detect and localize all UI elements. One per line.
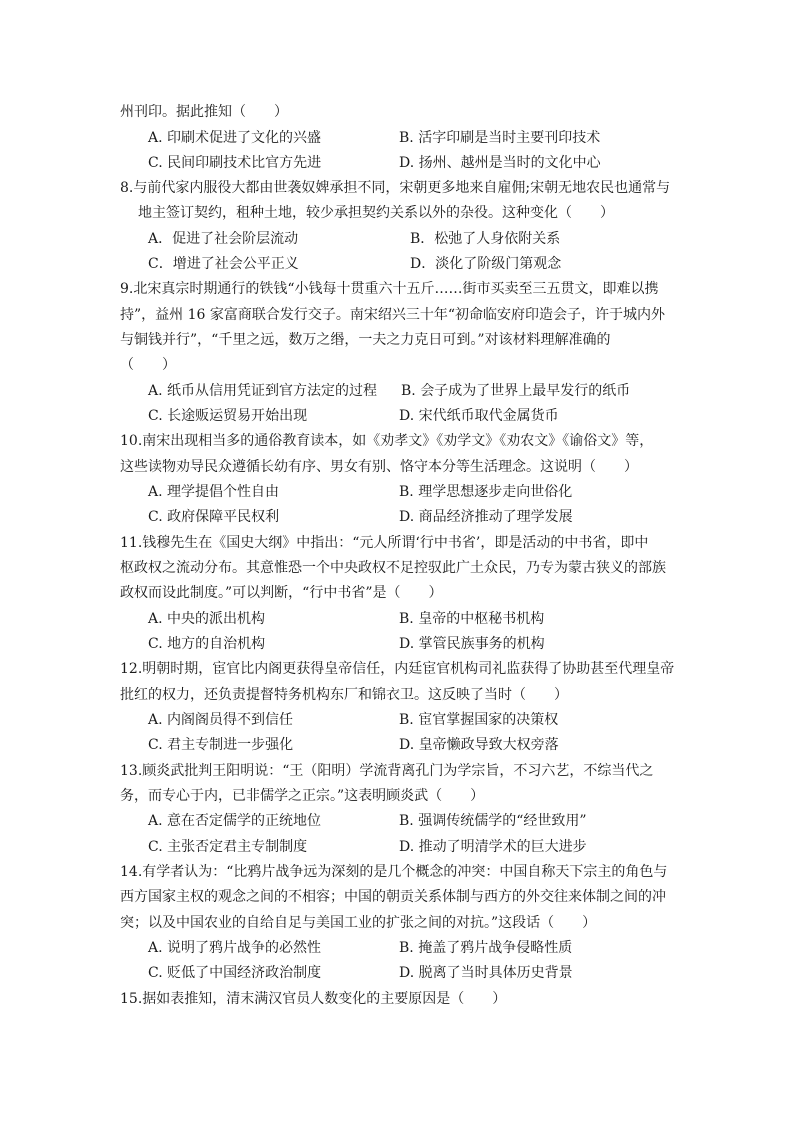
q14-option-c: C. 贬低了中国经济政治制度 [148, 965, 322, 981]
q8-option-b: B．松弛了人身依附关系 [410, 231, 561, 247]
q10-option-c: C. 政府保障平民权利 [148, 509, 280, 525]
q13-option-d: D. 推动了明清学术的巨大进步 [399, 839, 587, 855]
q14-option-b: B. 掩盖了鸦片战争侵略性质 [399, 940, 573, 956]
q13-option-a: A. 意在否定儒学的正统地位 [148, 813, 322, 829]
question-9-stem-line-4: （ ） [120, 357, 176, 373]
question-9-stem-line-2: 持”，益州 16 家富商联合发行交子。南宋绍兴三十年“初命临安府印造会子，许于城内外 [120, 307, 666, 323]
question-14-stem-line-3: 突；以及中国农业的自给自足与美国工业的扩张之间的对抗。”这段话（ ） [120, 915, 597, 931]
q11-option-d: D. 掌管民族事务的机构 [399, 636, 545, 652]
question-12-stem-line-1: 12.明朝时期，宦官比内阁更获得皇帝信任，内廷宦官机构司礼监获得了协助甚至代理皇帝 [120, 661, 675, 677]
q11-option-a: A. 中央的派出机构 [148, 611, 266, 627]
question-11-stem-line-2: 枢政权之流动分布。其意惟恐一个中央政权不足控驭此广土众民，乃专为蒙古狭义的部族 [120, 560, 666, 576]
question-14-stem-line-1: 14.有学者认为：“比鸦片战争远为深刻的是几个概念的冲突：中国自称天下宗主的角色与 [120, 864, 668, 880]
question-15-stem: 15.据如表推知，清末满汉官员人数变化的主要原因是（ ） [120, 991, 507, 1007]
question-9-stem-line-3: 与铜钱并行”，“千里之远，数万之缗，一夫之力克日可到。”对该材料理解准确的 [120, 332, 611, 348]
question-13-stem-line-2: 务，而专心于内，已非儒学之正宗。”这表明顾炎武（ ） [120, 788, 485, 804]
question-11-stem-line-1: 11.钱穆先生在《国史大纲》中指出：“元人所谓‘行中书省’，即是活动的中书省，即中 [120, 535, 649, 551]
q8-option-d: D．淡化了阶级门第观念 [410, 256, 562, 272]
question-8-stem-line-2: 地主签订契约，租种土地，较少承担契约关系以外的杂役。这种变化（ ） [138, 205, 614, 221]
question-12-stem-line-2: 批红的权力，还负责提督特务机构东厂和锦衣卫。这反映了当时（ ） [120, 687, 568, 703]
q7-option-a: A. 印刷术促进了文化的兴盛 [148, 130, 322, 146]
question-7-stem-tail: 州刊印。据此推知（ ） [120, 104, 288, 120]
q8-option-c: C．增进了社会公平正义 [148, 256, 299, 272]
q13-option-c: C. 主张否定君主专制制度 [148, 839, 308, 855]
q7-option-c: C. 民间印刷技术比官方先进 [148, 155, 322, 171]
q12-option-c: C. 君主专制进一步强化 [148, 737, 294, 753]
question-9-stem-line-1: 9.北宋真宗时期通行的铁钱“小钱每十贯重六十五斤……街市买卖至三五贯文，即难以携 [120, 281, 659, 297]
question-13-stem-line-1: 13.顾炎武批判王阳明说：“王（阳明）学流背离孔门为学宗旨，不习六艺，不综当代之 [120, 763, 654, 779]
q10-option-a: A. 理学提倡个性自由 [148, 484, 280, 500]
q8-option-a: A．促进了社会阶层流动 [148, 231, 299, 247]
question-10-stem-line-2: 这些读物劝导民众遵循长幼有序、男女有别、恪守本分等生活理念。这说明（ ） [120, 459, 638, 475]
question-14-stem-line-2: 西方国家主权的观念之间的不相容；中国的朝贡关系体制与西方的外交往来体制之间的冲 [120, 889, 666, 905]
q9-option-c: C. 长途贩运贸易开始出现 [148, 408, 308, 424]
q12-option-d: D. 皇帝懒政导致大权旁落 [399, 737, 559, 753]
q7-option-d: D. 扬州、越州是当时的文化中心 [399, 155, 601, 171]
question-11-stem-line-3: 政权而设此制度。”可以判断，“行中书省”是（ ） [120, 585, 443, 601]
q12-option-b: B. 宦官掌握国家的决策权 [399, 712, 559, 728]
q7-option-b: B. 活字印刷是当时主要刊印技术 [399, 130, 601, 146]
q14-option-a: A. 说明了鸦片战争的必然性 [148, 940, 322, 956]
q11-option-c: C. 地方的自治机构 [148, 636, 266, 652]
q10-option-d: D. 商品经济推动了理学发展 [399, 509, 573, 525]
q14-option-d: D. 脱离了当时具体历史背景 [399, 965, 573, 981]
question-10-stem-line-1: 10.南宋出现相当多的通俗教育读本，如《劝孝文》《劝学文》《劝农文》《谕俗文》等， [120, 433, 654, 449]
q9-option-d: D. 宋代纸币取代金属货币 [399, 408, 559, 424]
q9-option-b: B. 会子成为了世界上最早发行的纸币 [401, 383, 631, 399]
q13-option-b: B. 强调传统儒学的“经世致用” [399, 813, 587, 829]
q12-option-a: A. 内阁阁员得不到信任 [148, 712, 294, 728]
q10-option-b: B. 理学思想逐步走向世俗化 [399, 484, 573, 500]
q11-option-b: B. 皇帝的中枢秘书机构 [399, 611, 545, 627]
q9-option-a: A. 纸币从信用凭证到官方法定的过程 [148, 383, 378, 399]
question-8-stem-line-1: 8.与前代家内服役大都由世袭奴婢承担不同，宋朝更多地来自雇佣;宋朝无地农民也通常与 [120, 180, 671, 196]
